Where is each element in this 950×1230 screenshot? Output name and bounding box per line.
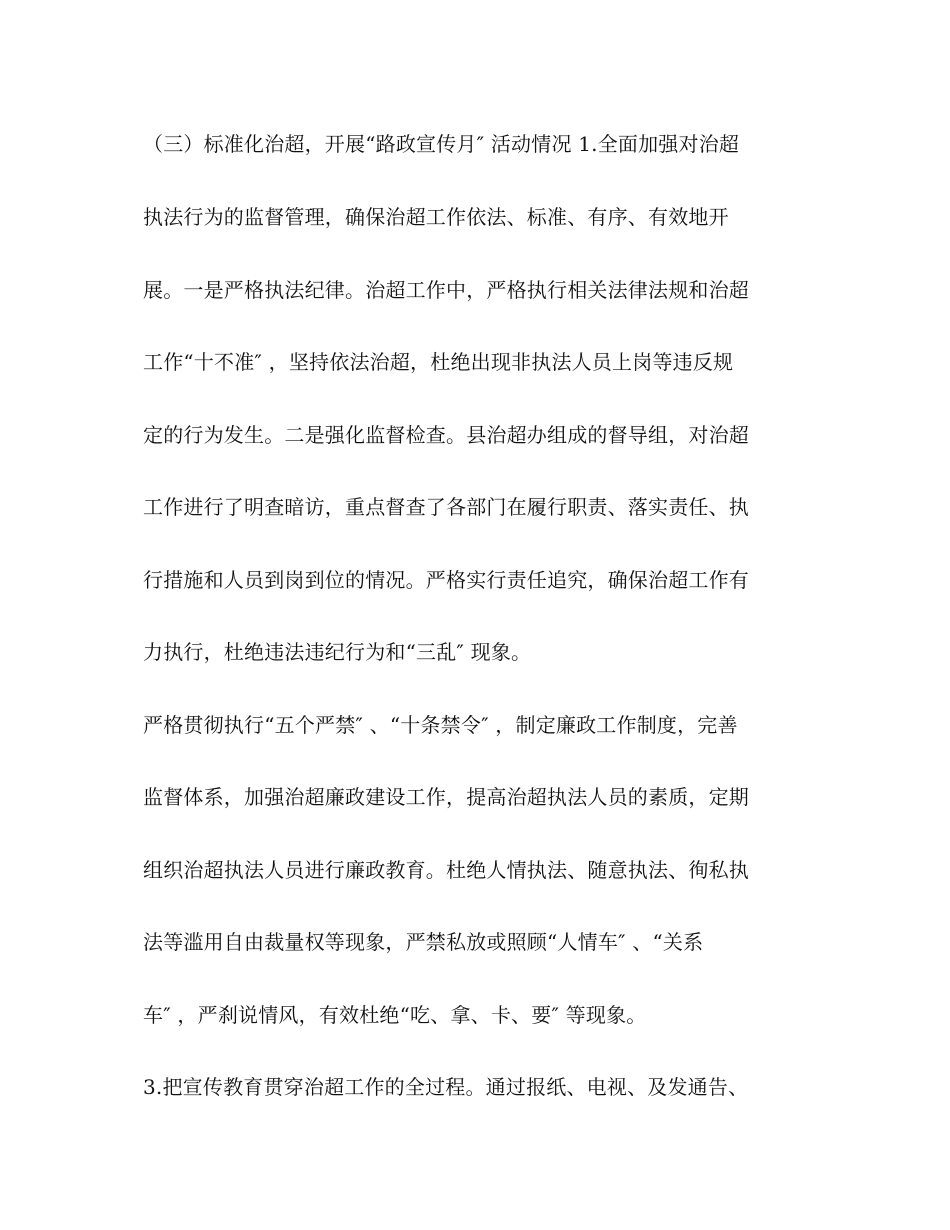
text-line: 定的行为发生。二是强化监督检查。县治超办组成的督导组，对治超: [143, 423, 749, 447]
text-line: 工作“十不准″ ，坚持依法治超，杜绝出现非执法人员上岗等违反规: [143, 350, 734, 374]
text-line: （三）标准化治超，开展“路政宣传月″ 活动情况 1.全面加强对治超: [143, 132, 740, 156]
text-line: 严格贯彻执行“五个严禁″ 、“十条禁令″ ，制定廉政工作制度，完善: [143, 713, 738, 737]
text-line: 组织治超执法人员进行廉政教育。杜绝人情执法、随意执法、徇私执: [143, 858, 749, 882]
text-line: 力执行，杜绝违法违纪行为和“三乱″ 现象。: [143, 640, 532, 664]
text-line: 监督体系，加强治超廉政建设工作，提高治超执法人员的素质，定期: [143, 785, 749, 809]
text-line: 3.把宣传教育贯穿治超工作的全过程。通过报纸、电视、及发通告、: [143, 1075, 749, 1099]
text-line: 工作进行了明查暗访，重点督查了各部门在履行职责、落实责任、执: [143, 495, 749, 519]
text-line: 行措施和人员到岗到位的情况。严格实行责任追究，确保治超工作有: [143, 568, 749, 592]
text-line: 法等滥用自由裁量权等现象，严禁私放或照顾“人情车″ 、“关系: [143, 930, 704, 954]
text-line: 执法行为的监督管理，确保治超工作依法、标准、有序、有效地开: [143, 205, 729, 229]
text-line: 车″ ，严刹说情风，有效杜绝“吃、拿、卡、要″ 等现象。: [143, 1003, 647, 1027]
text-line: 展。一是严格执法纪律。治超工作中，严格执行相关法律法规和治超: [143, 278, 749, 302]
